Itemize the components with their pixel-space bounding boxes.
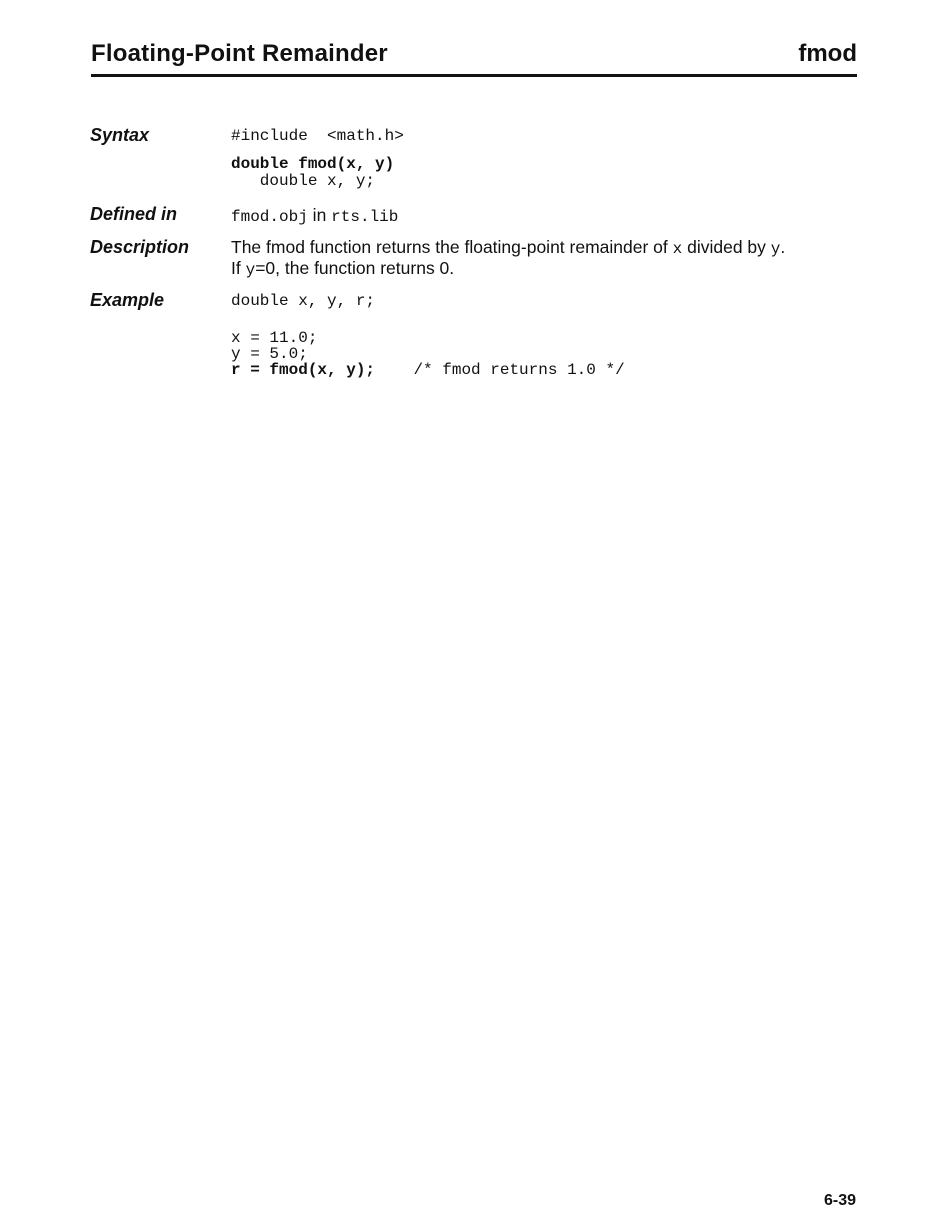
- example-assign-y-line: y = 5.0;: [231, 345, 308, 363]
- page-header: [91, 40, 857, 77]
- description-line-2: [231, 258, 454, 280]
- description-var-x: x: [672, 240, 683, 258]
- description-var-y: y: [245, 261, 256, 279]
- description-label: Description: [90, 237, 190, 257]
- description-text: The fmod function returns the floating-point remainder of: [231, 237, 673, 257]
- example-assign-x-line: x = 11.0;: [231, 329, 318, 347]
- example-declaration-line: double x, y, r;: [231, 292, 376, 310]
- defined-in-value: [231, 205, 398, 227]
- example-call-line: [231, 362, 625, 379]
- syntax-prototype-line: double fmod(x, y): [231, 155, 395, 173]
- description-var-y: y: [770, 240, 781, 258]
- description-text: .: [780, 237, 786, 257]
- example-comment: /* fmod returns 1.0 */: [375, 361, 625, 379]
- description-line-1: [231, 237, 785, 259]
- defined-in-label: Defined in: [90, 204, 178, 224]
- description-text: divided by: [682, 237, 771, 257]
- object-file-name: fmod.obj: [231, 208, 308, 226]
- section-title: Floating-Point Remainder: [91, 40, 388, 67]
- example-call-statement: r = fmod(x, y);: [231, 361, 376, 379]
- library-name: rts.lib: [331, 208, 399, 226]
- description-text: If: [231, 258, 246, 278]
- syntax-include-line: #include <math.h>: [231, 127, 404, 145]
- page-number: 6-39: [823, 1192, 856, 1209]
- syntax-label: Syntax: [90, 125, 150, 145]
- syntax-params-line: double x, y;: [231, 172, 376, 190]
- description-text: =0, the function returns 0.: [255, 258, 455, 278]
- example-label: Example: [90, 290, 165, 310]
- defined-in-connector: in: [307, 205, 332, 225]
- function-name-heading: fmod: [798, 40, 857, 67]
